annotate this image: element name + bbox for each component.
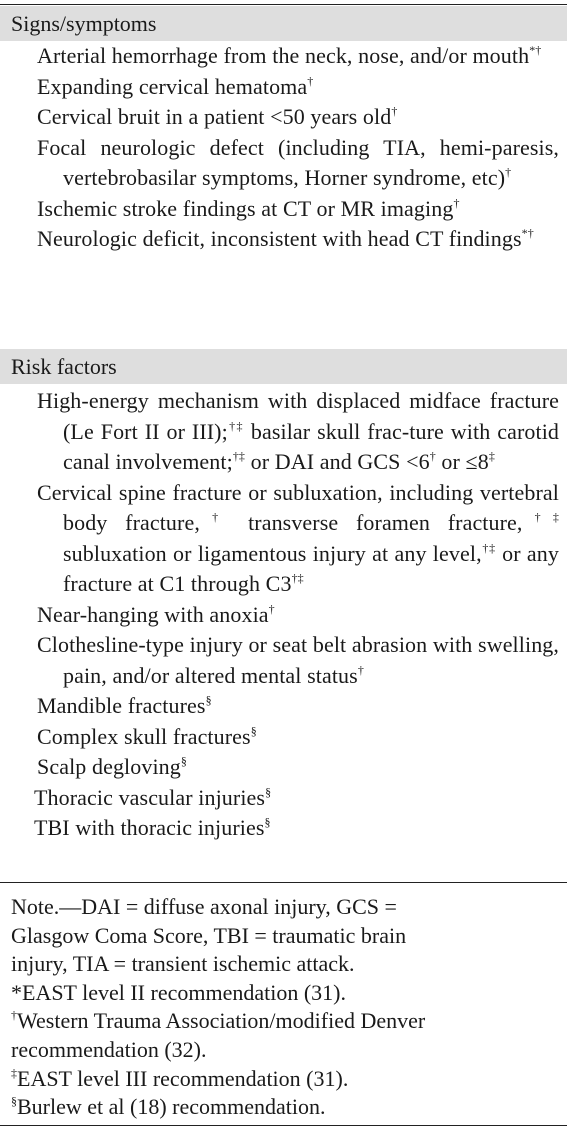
table-bottom-rule bbox=[0, 1125, 567, 1126]
list-item: Cervical bruit in a patient <50 years old† bbox=[37, 104, 398, 129]
footnote: §Burlew et al (18) recommendation. bbox=[11, 1094, 326, 1120]
footnote-mark: †‡ bbox=[227, 418, 244, 433]
footnote: ‡EAST level III recommendation (31). bbox=[11, 1065, 349, 1091]
footnote-mark: ‡ bbox=[488, 449, 495, 463]
footnote-mark: *† bbox=[529, 43, 542, 57]
risk-section-heading: Risk factors bbox=[0, 349, 567, 384]
list-item: Complex skull fractures§ bbox=[37, 723, 257, 749]
note-line: Note.—DAI = diffuse axonal injury, GCS = bbox=[11, 894, 397, 919]
list-item: Thoracic vascular injuries§ bbox=[34, 784, 272, 810]
signs-list bbox=[0, 41, 567, 255]
list-item: Neurologic deficit, inconsistent with head CT findings*† bbox=[37, 226, 534, 251]
footnote-symbol: † bbox=[11, 1008, 17, 1023]
list-item: Ischemic stroke findings at CT or MR imaging† bbox=[37, 195, 460, 221]
footnote-mark: † bbox=[307, 73, 314, 88]
footnote-mark: § bbox=[180, 754, 187, 768]
list-item: Near-hanging with anoxia† bbox=[37, 601, 275, 627]
footnote-mark: † bbox=[357, 662, 364, 677]
footnote-mark: †‡ bbox=[232, 449, 246, 463]
footnote-mark: †‡ bbox=[522, 510, 559, 524]
risk-list bbox=[0, 386, 567, 844]
footnote-mark: † bbox=[453, 195, 460, 210]
footnote-symbol: * bbox=[11, 979, 22, 1005]
footnote-mark: § bbox=[265, 784, 272, 799]
list-item: Cervical spine fracture or subluxation, including vertebral body fracture,† transverse foramen fracture,†‡ subluxation or ligamentous injury at any level,†‡ or any fracture at C1 through C3†‡ bbox=[37, 479, 559, 596]
list-item: High-energy mechanism with displaced midface fracture (Le Fort II or III);†‡ basilar skull frac-ture with carotid canal involvement;†‡ or DAI and GCS <6† or ≤8‡ bbox=[37, 388, 560, 474]
footnote-symbol: § bbox=[11, 1094, 17, 1109]
footnote-mark: † bbox=[391, 104, 398, 118]
footnote-mark: †‡ bbox=[291, 571, 304, 585]
note-line: Glasgow Coma Score, TBI = traumatic brain bbox=[11, 922, 407, 948]
list-item: Mandible fractures§ bbox=[37, 693, 212, 718]
footnote-mark: †‡ bbox=[481, 540, 496, 555]
footnote-mark: † bbox=[429, 449, 436, 463]
table-note bbox=[11, 893, 559, 1122]
list-item: Focal neurologic defect (including TIA, hemi-paresis, vertebrobasilar symptoms, Horner syndrome, etc)† bbox=[37, 134, 559, 190]
signs-section-heading: Signs/symptoms bbox=[0, 6, 567, 41]
footnote: †Western Trauma Association/modified Denver recommendation (32). bbox=[11, 1008, 426, 1062]
footnote-mark: † bbox=[199, 510, 231, 524]
footnote-mark: § bbox=[205, 693, 212, 707]
footnote-mark: § bbox=[250, 723, 257, 738]
table-top-rule bbox=[0, 4, 567, 5]
table-divider-rule bbox=[0, 882, 567, 883]
list-item: Clothesline-type injury or seat belt abrasion with swelling, pain, and/or altered mental status† bbox=[37, 632, 559, 688]
list-item: TBI with thoracic injuries§ bbox=[34, 815, 271, 840]
footnote-mark: § bbox=[264, 815, 271, 829]
list-item: Arterial hemorrhage from the neck, nose, and/or mouth*† bbox=[37, 43, 542, 68]
footnote: *EAST level II recommendation (31). bbox=[11, 979, 346, 1005]
footnote-mark: † bbox=[505, 165, 512, 179]
list-item: Scalp degloving§ bbox=[37, 754, 187, 779]
note-line: injury, TIA = transient ischemic attack. bbox=[11, 951, 355, 977]
footnote-symbol: ‡ bbox=[11, 1065, 17, 1080]
footnote-mark: *† bbox=[521, 226, 534, 240]
list-item: Expanding cervical hematoma† bbox=[37, 73, 314, 99]
footnote-mark: † bbox=[268, 601, 275, 616]
